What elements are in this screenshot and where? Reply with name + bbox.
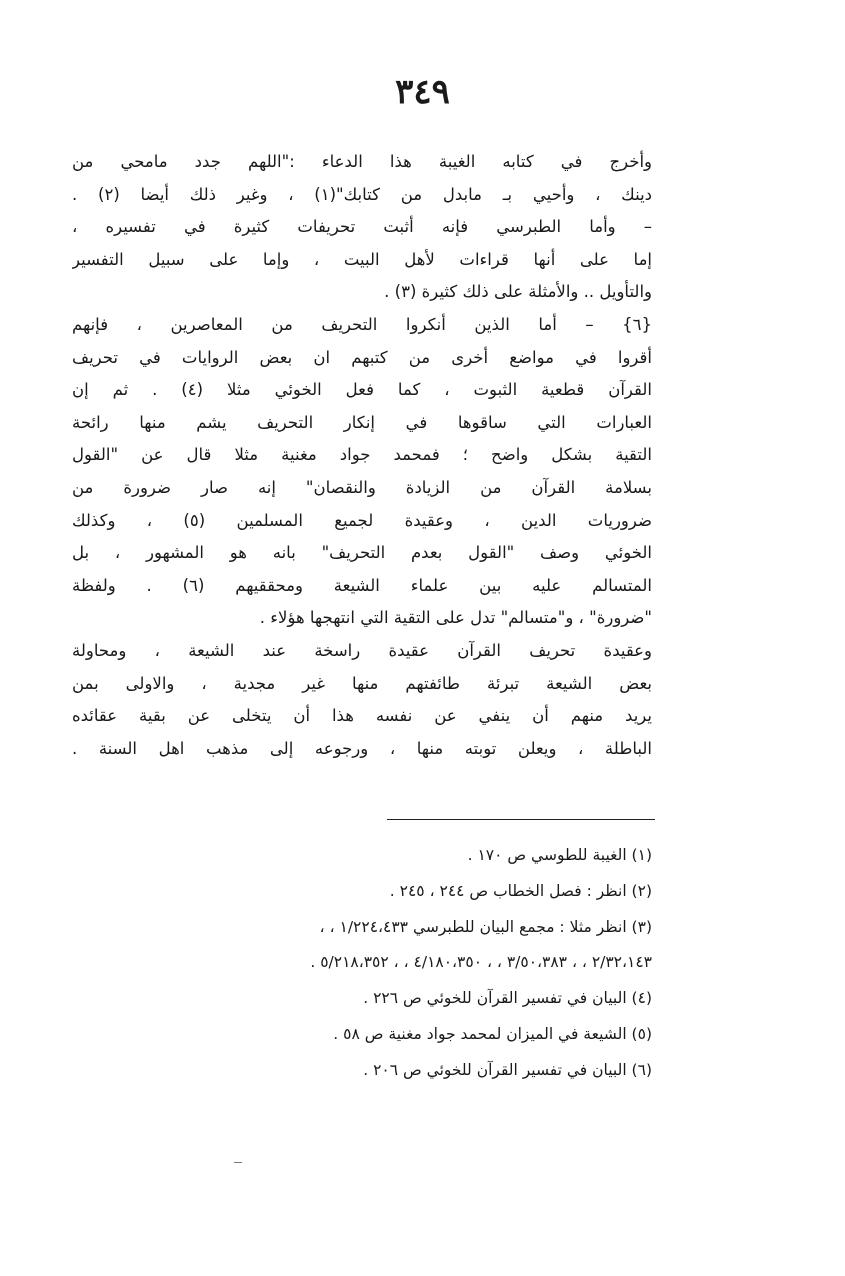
- page-number: ٣٤٩: [395, 72, 450, 112]
- text-line: أقروا في مواضع أخرى من كتبهم ان بعض الروايات في تحريف: [72, 347, 652, 367]
- text-line: بسلامة القرآن من الزيادة والنقصان" إنه صار ضرورة من: [72, 477, 652, 497]
- text-line: بعض الشيعة تبرئة طائفتهم منها غير مجدية ، والاولى بمن: [72, 673, 652, 693]
- footnote-separator: [387, 819, 655, 820]
- footnote: (٥) الشيعة في الميزان لمحمد جواد مغنية ص ٥٨ .: [333, 1024, 652, 1043]
- text-line: "ضرورة" ، و"متسالم" تدل على التقية التي انتهجها هؤلاء .: [259, 608, 652, 628]
- footnote: (٢) انظر : فصل الخطاب ص ٢٤٤ ، ٢٤٥ .: [389, 881, 652, 900]
- text-line: والتأويل .. والأمثلة على ذلك كثيرة (٣) .: [384, 282, 652, 302]
- text-line: وأخرج في كتابه الغيبة هذا الدعاء :"اللهم جدد مامحي من: [72, 152, 652, 171]
- text-line: الباطلة ، ويعلن توبته منها ، ورجوعه إلى مذهب اهل السنة .: [72, 738, 652, 758]
- text-line: الخوئي وصف "القول بعدم التحريف" بانه هو المشهور ، بل: [72, 543, 652, 563]
- text-line: – وأما الطبرسي فإنه أثبت تحريفات كثيرة في تفسيره ،: [72, 217, 652, 237]
- text-line: القرآن قطعية الثبوت ، كما فعل الخوئي مثلا (٤) . ثم إن: [72, 380, 652, 400]
- footnote: (٦) البيان في تفسير القرآن للخوئي ص ٢٠٦ .: [363, 1060, 652, 1079]
- text-line: دينك ، وأحيي بـ مابدل من كتابك"(١) ، وغير ذلك أيضا (٢) .: [72, 184, 652, 204]
- text-line: التقية بشكل واضح ؛ فمحمد جواد مغنية مثلا قال عن "القول: [72, 445, 652, 465]
- text-line: إما على أنها قراءات لأهل البيت ، وإما على سبيل التفسير: [72, 249, 652, 269]
- text-line: يريد منهم أن ينفي عن نفسه هذا أن يتخلى عن بقية عقائده: [72, 706, 652, 726]
- footnote: (٤) البيان في تفسير القرآن للخوئي ص ٢٢٦ .: [363, 989, 652, 1008]
- text-line: وعقيدة تحريف القرآن عقيدة راسخة عند الشيعة ، ومحاولة: [72, 640, 652, 660]
- footnote: (١) الغيبة للطوسي ص ١٧٠ .: [467, 846, 652, 864]
- footnote: (٣) انظر مثلا : مجمع البيان للطبرسي ١/٢٢٤،٤٣٣ ، ،: [319, 917, 652, 936]
- main-text: [72, 146, 652, 765]
- text-line: ضروريات الدين ، وعقيدة لجميع المسلمين (٥) ، وكذلك: [72, 510, 652, 530]
- scan-mark: [234, 1162, 242, 1163]
- text-line: العبارات التي ساقوها في إنكار التحريف يشم منها رائحة: [72, 412, 652, 432]
- footnotes: [72, 838, 652, 1089]
- text-line: {٦} – أما الذين أنكروا التحريف من المعاصرين ، فإنهم: [72, 314, 652, 334]
- footnote: ٢/٣٢،١٤٣ ، ، ٣/٥٠،٣٨٣ ، ، ٤/١٨٠،٣٥٠ ، ، ٥/٢١٨،٣٥٢ .: [310, 953, 652, 972]
- text-line: المتسالم عليه بين علماء الشيعة ومحققيهم (٦) . ولفظة: [72, 575, 652, 595]
